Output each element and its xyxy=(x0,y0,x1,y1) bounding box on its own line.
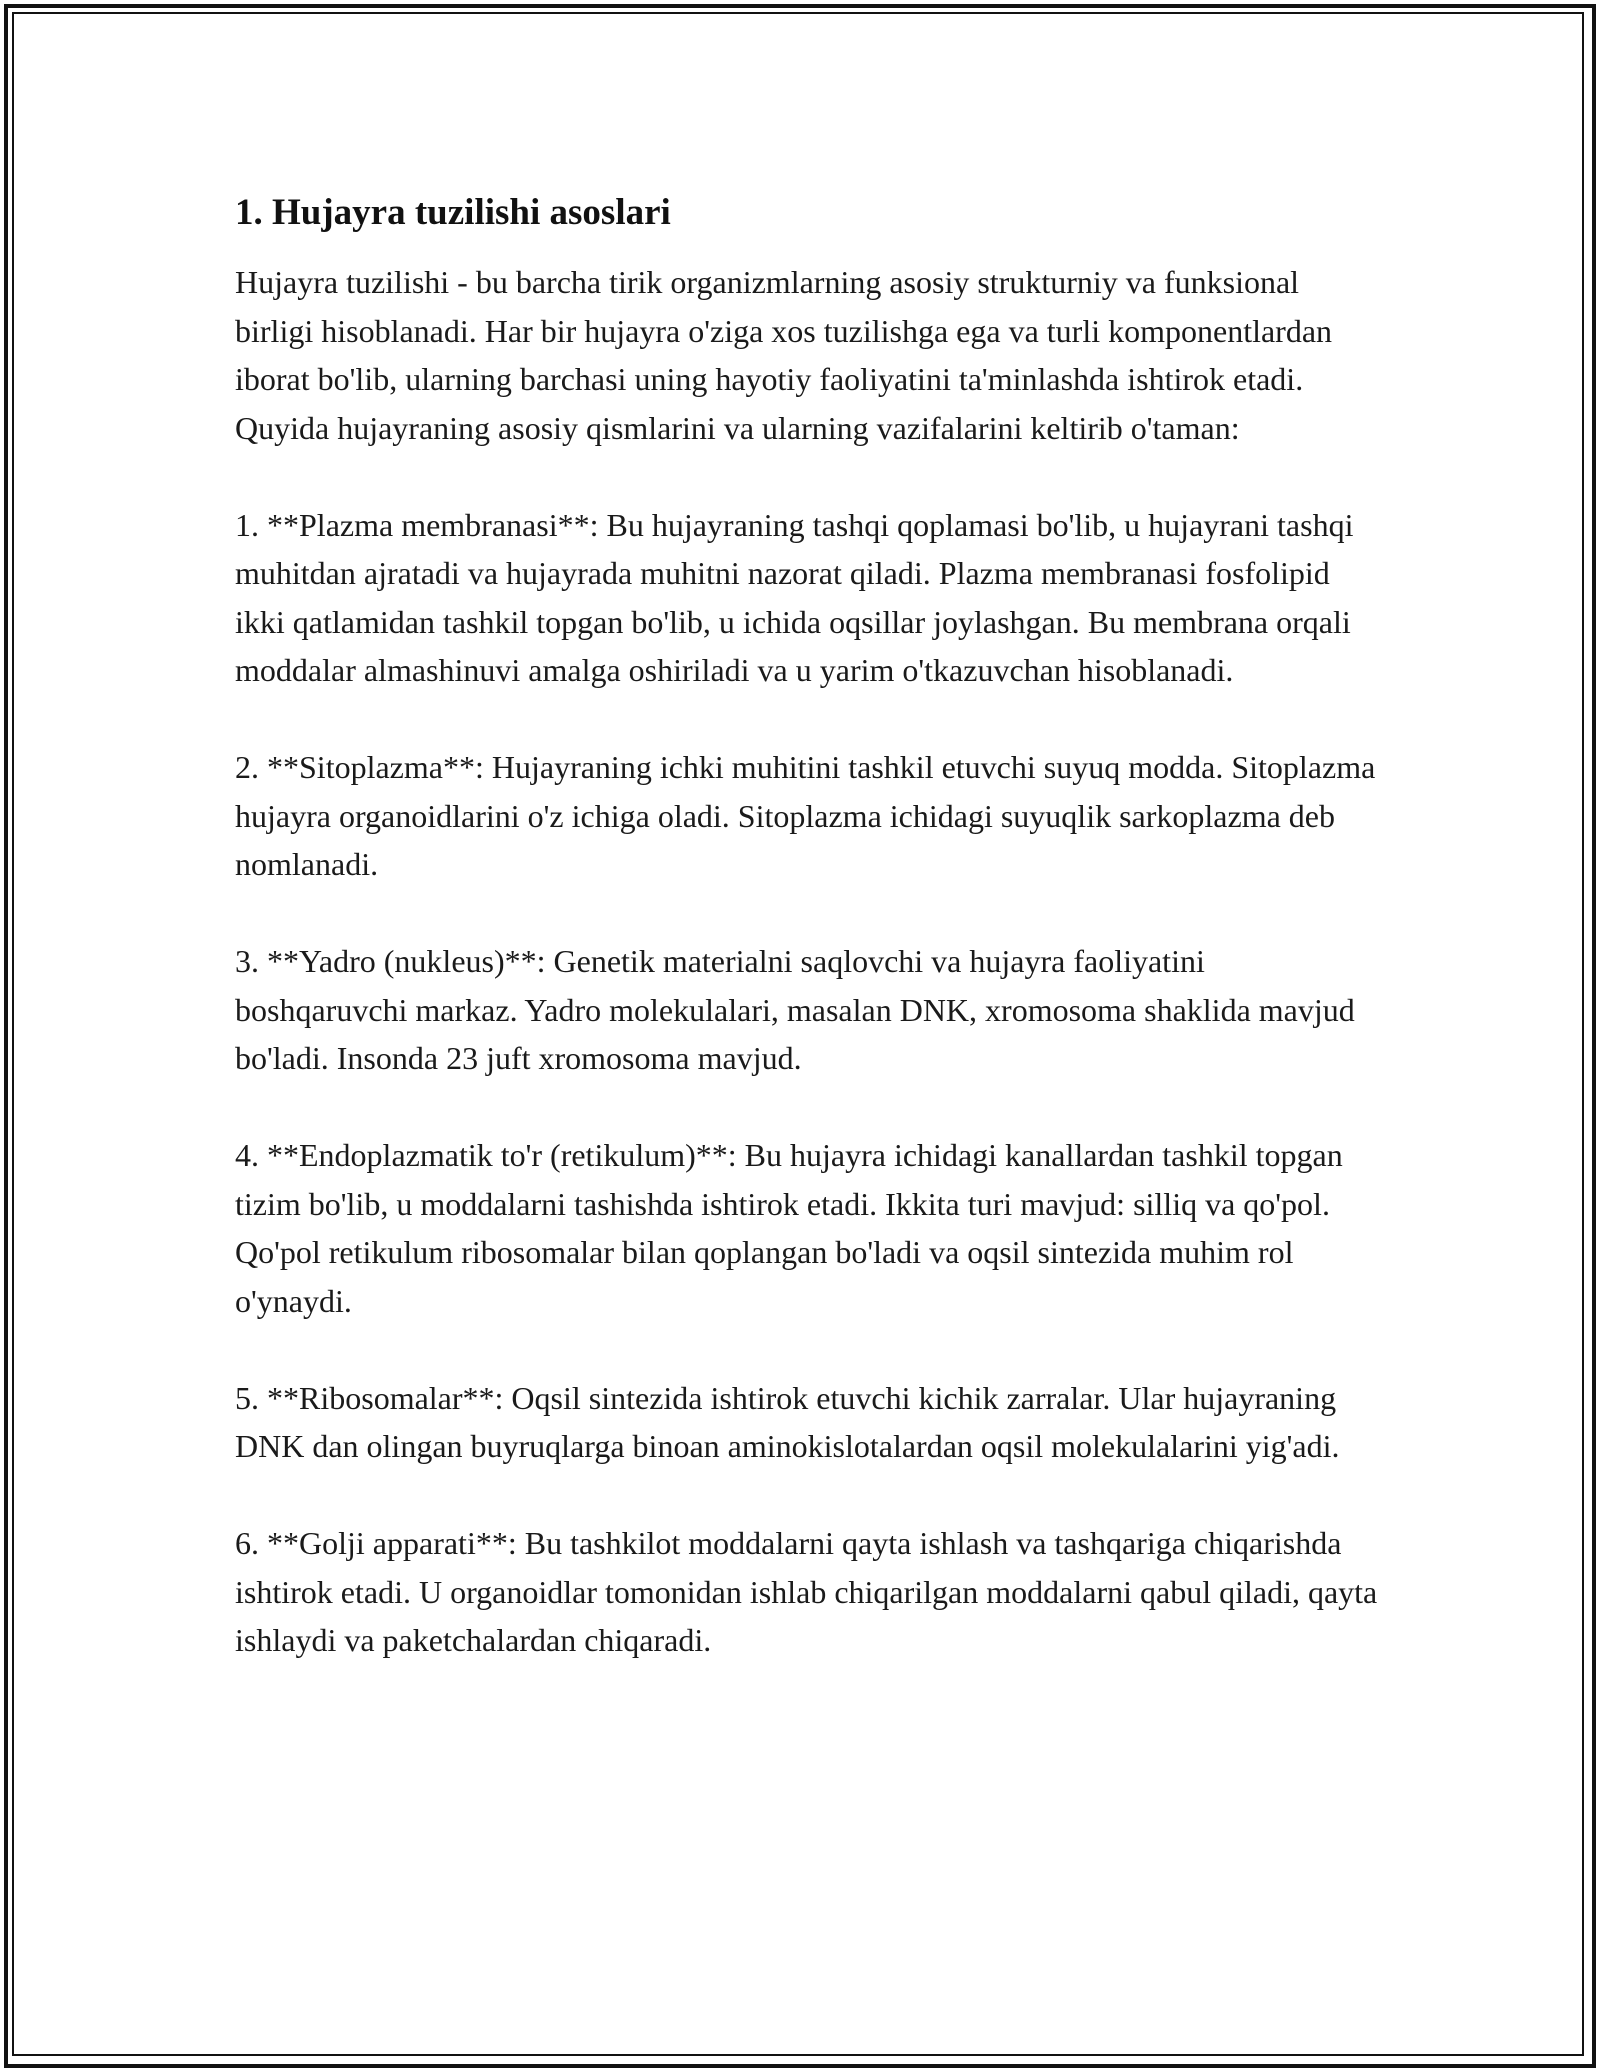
item-golji-apparati: 6. **Golji apparati**: Bu tashkilot moddalarni qayta ishlash va tashqariga chiqarishda ishtirok etadi. U organoidlar tomonidan ishlab chiqarilgan moddalarni qabul qiladi, qayta ishlaydi va paketchalardan chiqaradi. xyxy=(235,1525,1378,1658)
item-plazma-membranasi: 1. **Plazma membranasi**: Bu hujayraning tashqi qoplamasi bo'lib, u hujayrani tashqi muhitdan ajratadi va hujayrada muhitni nazorat qiladi. Plazma membranasi fosfolipid ikki qatlamidan tashkil topgan bo'lib, u ichida oqsillar joylashgan. Bu membrana orqali moddalar almashinuvi amalga oshiriladi va u yarim o'tkazuvchan hisoblanadi. xyxy=(235,506,1354,688)
document-body xyxy=(235,188,1385,1713)
item-endoplazmatik-tor: 4. **Endoplazmatik to'r (retikulum)**: Bu hujayra ichidagi kanallardan tashkil topgan tizim bo'lib, u moddalarni tashishda ishtirok etadi. Ikkita turi mavjud: silliq va qo'pol. Qo'pol retikulum ribosomalar bilan qoplangan bo'ladi va oqsil sintezida muhim rol o'ynaydi. xyxy=(235,1137,1343,1319)
item-sitoplazma: 2. **Sitoplazma**: Hujayraning ichki muhitini tashkil etuvchi suyuq modda. Sitoplazma hujayra organoidlarini o'z ichiga oladi. Sitoplazma ichidagi suyuqlik sarkoplazma deb nomlanadi. xyxy=(235,749,1376,882)
item-yadro: 3. **Yadro (nukleus)**: Genetik materialni saqlovchi va hujayra faoliyatini boshqaruvchi markaz. Yadro molekulalari, masalan DNK, xromosoma shaklida mavjud bo'ladi. Insonda 23 juft xromosoma mavjud. xyxy=(235,943,1355,1076)
section-heading: 1. Hujayra tuzilishi asoslari xyxy=(235,192,671,233)
item-ribosomalar: 5. **Ribosomalar**: Oqsil sintezida ishtirok etuvchi kichik zarralar. Ular hujayraning DNK dan olingan buyruqlarga binoan aminokislotalardan oqsil molekulalarini yig'adi. xyxy=(235,1379,1340,1464)
intro-paragraph: Hujayra tuzilishi - bu barcha tirik organizmlarning asosiy strukturniy va funksional birligi hisoblanadi. Har bir hujayra o'ziga xos tuzilishga ega va turli komponentlardan iborat bo'lib, ularning barchasi uning hayotiy faoliyatini ta'minlashda ishtirok etadi. Quyida hujayraning asosiy qismlarini va ularning vazifalarini keltirib o'taman: xyxy=(235,264,1333,446)
